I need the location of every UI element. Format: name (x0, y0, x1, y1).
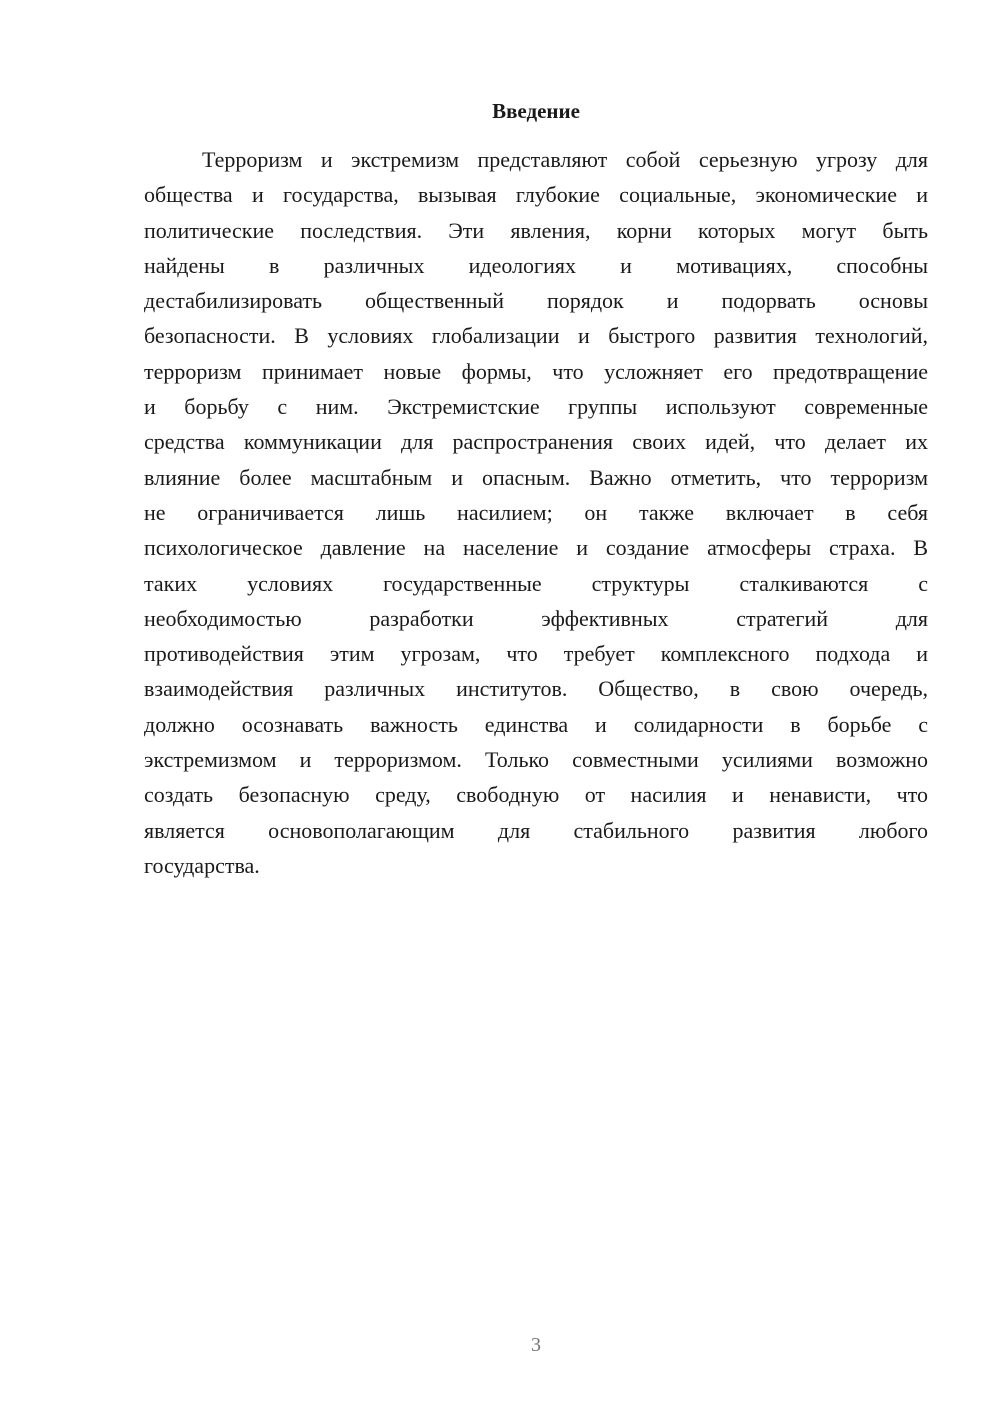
paragraph-line: государства. (144, 852, 260, 878)
paragraph-line: общества и государства, вызывая глубокие социальные, экономические и (144, 182, 928, 208)
paragraph-line: найдены в различных идеологиях и мотивациях, способны (144, 252, 928, 278)
paragraph-line: политические последствия. Эти явления, корни которых могут быть (144, 217, 928, 243)
paragraph-line: терроризм принимает новые формы, что усложняет его предотвращение (144, 358, 928, 384)
paragraph-line: таких условиях государственные структуры сталкиваются с (144, 570, 928, 596)
body-paragraph (144, 142, 928, 883)
paragraph-line: должно осознавать важность единства и солидарности в борьбе с (144, 711, 928, 737)
paragraph-line: взаимодействия различных институтов. Общество, в свою очередь, (144, 676, 928, 702)
paragraph-line: экстремизмом и терроризмом. Только совместными усилиями возможно (144, 747, 928, 773)
paragraph-line: необходимостью разработки эффективных стратегий для (144, 605, 928, 631)
paragraph-line: создать безопасную среду, свободную от насилия и ненависти, что (144, 782, 928, 808)
page-number: 3 (531, 1334, 541, 1356)
section-heading: Введение (492, 99, 580, 123)
paragraph-line: средства коммуникации для распространения своих идей, что делает их (144, 429, 928, 455)
paragraph-line: психологическое давление на население и создание атмосферы страха. В (144, 535, 928, 561)
paragraph-line: Терроризм и экстремизм представляют собой серьезную угрозу для (202, 147, 928, 172)
paragraph-line: является основополагающим для стабильного развития любого (144, 817, 928, 843)
paragraph-line: дестабилизировать общественный порядок и подорвать основы (144, 288, 928, 314)
paragraph-line: влияние более масштабным и опасным. Важно отметить, что терроризм (144, 464, 928, 490)
paragraph-line: противодействия этим угрозам, что требует комплексного подхода и (144, 641, 928, 667)
paragraph-line: безопасности. В условиях глобализации и быстрого развития технологий, (144, 323, 928, 349)
paragraph-line: и борьбу с ним. Экстремистские группы используют современные (144, 394, 928, 420)
paragraph-line: не ограничивается лишь насилием; он также включает в себя (144, 499, 928, 525)
